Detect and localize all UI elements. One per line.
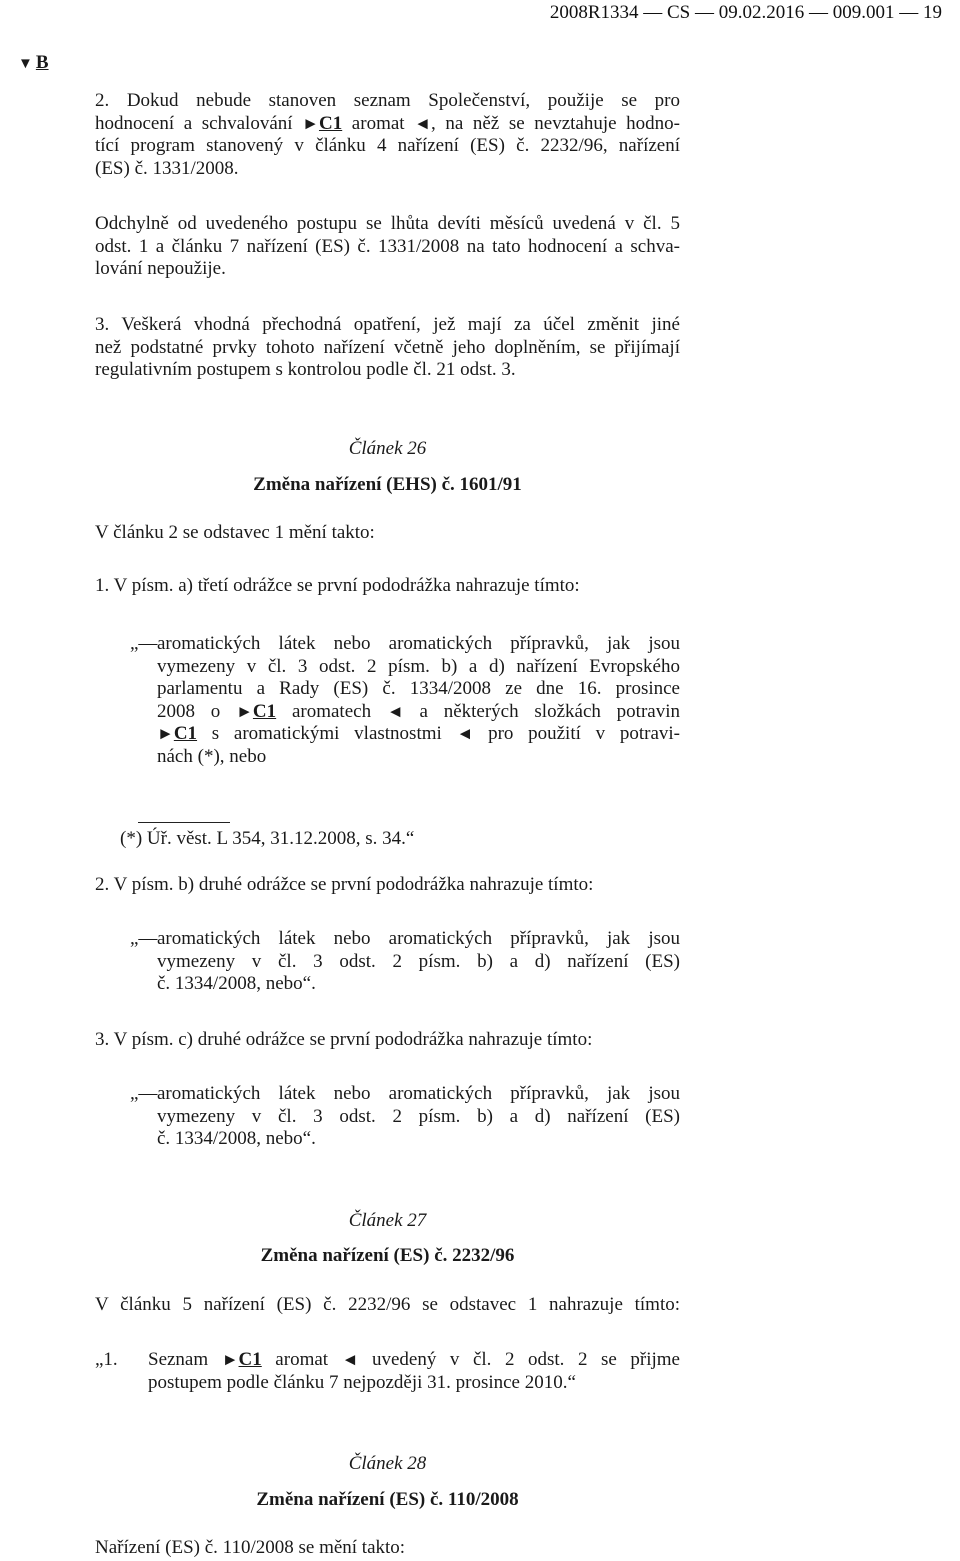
quote-body bbox=[148, 1349, 680, 1394]
article-26-item-2: 2. V písm. b) druhé odrážce se první pododrážka nahrazuje tímto: bbox=[95, 874, 594, 895]
text-line: Odchylně od uvedeného postupu se lhůta devíti měsíců uvedená v čl. 5 bbox=[95, 213, 680, 234]
left-arrow-icon: ◄ bbox=[386, 701, 404, 721]
text-line: odst. 1 a článku 7 nařízení (ES) č. 1331/2008 na tato hodnocení a schva- bbox=[95, 235, 680, 257]
quote-open: „— bbox=[130, 928, 158, 949]
footnote: (*) Úř. věst. L 354, 31.12.2008, s. 34.“ bbox=[120, 828, 415, 849]
down-triangle-icon: ▼ bbox=[18, 56, 33, 72]
text-line: aromatických látek nebo aromatických přípravků, jak jsou bbox=[157, 633, 680, 654]
header-version: 009.001 bbox=[832, 2, 895, 23]
text-line: ►C1 s aromatickými vlastnostmi ◄ pro použití v potravi- bbox=[157, 723, 680, 744]
text-line: tící program stanovený v článku 4 nařízení (ES) č. 2232/96, nařízení bbox=[95, 135, 680, 156]
paragraph-2 bbox=[95, 90, 680, 180]
footnote-separator bbox=[138, 822, 230, 823]
text-line: parlamentu a Rady (ES) č. 1334/2008 ze dne 16. prosince bbox=[157, 678, 680, 699]
header-page: 19 bbox=[923, 2, 942, 23]
page-header: 2008R1334 — CS — 09.02.2016 — 009.001 — 19 bbox=[549, 2, 942, 23]
quote-body bbox=[157, 928, 680, 996]
right-arrow-icon: ► bbox=[221, 1350, 239, 1369]
text-line: 2008 o ►C1 aromatech ◄ a některých složkách potravin bbox=[157, 700, 680, 722]
text-line: aromatických látek nebo aromatických přípravků, jak jsou bbox=[157, 928, 680, 949]
article-27-number: Článek 27 bbox=[348, 1210, 427, 1231]
quote-body bbox=[157, 633, 680, 768]
correction-link[interactable]: C1 bbox=[252, 700, 277, 722]
article-26-title: Změna nařízení (EHS) č. 1601/91 bbox=[253, 474, 522, 495]
article-26-number: Článek 26 bbox=[348, 438, 427, 459]
text-line: hodnocení a schvalování ►C1 aromat ◄, na něž se nevztahuje hodno- bbox=[95, 112, 680, 134]
text-line: lování nepoužije. bbox=[95, 258, 226, 279]
marker-letter[interactable]: B bbox=[35, 52, 49, 73]
article-28-title: Změna nařízení (ES) č. 110/2008 bbox=[256, 1489, 519, 1510]
quote-body bbox=[157, 1083, 680, 1151]
text-line: č. 1334/2008, nebo“. bbox=[157, 973, 316, 994]
correction-link[interactable]: C1 bbox=[238, 1349, 262, 1370]
text-line: než podstatné prvky tohoto nařízení včetně jeho doplněním, se přijímají bbox=[95, 336, 680, 358]
text-line: 3. Veškerá vhodná přechodná opatření, jež mají za účel změnit jiné bbox=[95, 314, 680, 335]
amendment-marker bbox=[18, 52, 49, 76]
text-line: vymezeny v čl. 3 odst. 2 písm. b) a d) nařízení Evropského bbox=[157, 655, 680, 677]
correction-link[interactable]: C1 bbox=[318, 112, 343, 134]
text-line: aromatických látek nebo aromatických přípravků, jak jsou bbox=[157, 1083, 680, 1104]
text-line: (ES) č. 1331/2008. bbox=[95, 157, 239, 179]
text-line: vymezeny v čl. 3 odst. 2 písm. b) a d) nařízení (ES) bbox=[157, 950, 680, 972]
right-arrow-icon: ► bbox=[236, 701, 253, 721]
article-27-intro: V článku 5 nařízení (ES) č. 2232/96 se odstavec 1 nahrazuje tímto: bbox=[95, 1294, 680, 1315]
correction-link[interactable]: C1 bbox=[173, 723, 198, 744]
left-arrow-icon: ◄ bbox=[341, 1350, 359, 1369]
header-lang: CS bbox=[667, 2, 691, 23]
article-26-item-1: 1. V písm. a) třetí odrážce se první pododrážka nahrazuje tímto: bbox=[95, 575, 580, 596]
text-line: vymezeny v čl. 3 odst. 2 písm. b) a d) nařízení (ES) bbox=[157, 1105, 680, 1127]
article-28-number: Článek 28 bbox=[348, 1453, 427, 1474]
text-line: 2. Dokud nebude stanoven seznam Společenství, použije se pro bbox=[95, 90, 680, 111]
article-28-intro: Nařízení (ES) č. 110/2008 se mění takto: bbox=[95, 1537, 406, 1558]
quote-open: „— bbox=[130, 633, 158, 654]
article-26-item-3: 3. V písm. c) druhé odrážce se první pododrážka nahrazuje tímto: bbox=[95, 1029, 593, 1050]
paragraph-3 bbox=[95, 314, 680, 382]
right-arrow-icon: ► bbox=[302, 113, 319, 133]
header-ref: 2008R1334 bbox=[549, 2, 639, 23]
text-line: regulativním postupem s kontrolou podle čl. 21 odst. 3. bbox=[95, 359, 516, 380]
article-27-title: Změna nařízení (ES) č. 2232/96 bbox=[260, 1245, 515, 1266]
left-arrow-icon: ◄ bbox=[456, 724, 474, 743]
text-line: č. 1334/2008, nebo“. bbox=[157, 1128, 316, 1149]
left-arrow-icon: ◄ bbox=[414, 113, 431, 133]
text-line: postupem podle článku 7 nejpozději 31. prosince 2010.“ bbox=[148, 1371, 576, 1393]
paragraph-2-derogation bbox=[95, 213, 680, 281]
right-arrow-icon: ► bbox=[157, 724, 174, 743]
article-26-intro: V článku 2 se odstavec 1 mění takto: bbox=[95, 522, 375, 543]
quote-open: „1. bbox=[95, 1349, 118, 1370]
text-line: nách (*), nebo bbox=[157, 745, 267, 767]
quote-open: „— bbox=[130, 1083, 158, 1104]
header-date: 09.02.2016 bbox=[718, 2, 805, 23]
text-line: Seznam ►C1 aromat ◄ uvedený v čl. 2 odst. 2 se přijme bbox=[148, 1349, 680, 1370]
